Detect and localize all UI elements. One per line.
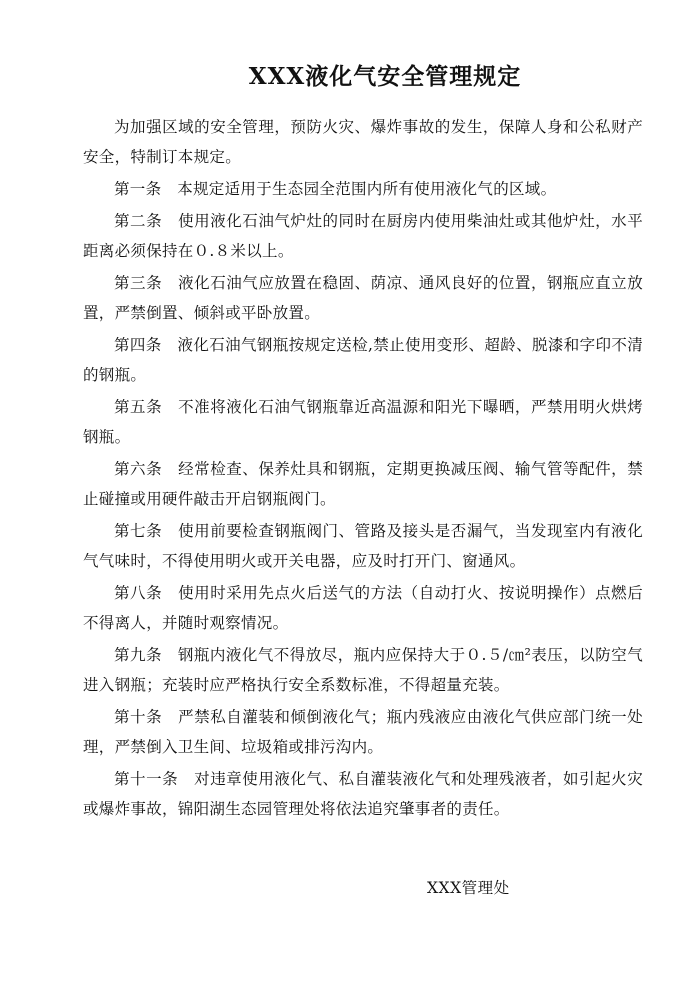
article-11-paragraph: 第十一条 对违章使用液化气、私自灌装液化气和处理残液者，如引起火灾或爆炸事故，锦阳湖生态园管理处将依法追究肇事者的责任。 [83,770,643,818]
article-5-paragraph: 第五条 不准将液化石油气钢瓶靠近高温源和阳光下曝晒，严禁用明火烘烤钢瓶。 [83,398,643,446]
document-body [83,112,643,826]
article-6-paragraph: 第六条 经常检查、保养灶具和钢瓶，定期更换减压阀、输气管等配件，禁止碰撞或用硬件敲击开启钢瓶阀门。 [83,460,643,508]
article-9-paragraph: 第九条 钢瓶内液化气不得放尽，瓶内应保持大于０.５/㎝²表压，以防空气进入钢瓶；充装时应严格执行安全系数标准，不得超量充装。 [83,646,643,694]
article-4-paragraph: 第四条 液化石油气钢瓶按规定送检,禁止使用变形、超龄、脱漆和字印不清的钢瓶。 [83,336,643,384]
article-7-paragraph: 第七条 使用前要检查钢瓶阀门、管路及接头是否漏气，当发现室内有液化气气味时，不得使用明火或开关电器，应及时打开门、窗通风。 [83,522,643,570]
intro-paragraph: 为加强区域的安全管理，预防火灾、爆炸事故的发生，保障人身和公私财产安全，特制订本规定。 [83,118,643,166]
document-title: XXX液化气安全管理规定 [248,63,522,90]
article-2-paragraph: 第二条 使用液化石油气炉灶的同时在厨房内使用柴油灶或其他炉灶，水平距离必须保持在０.８米以上。 [83,212,643,260]
article-8-paragraph: 第八条 使用时采用先点火后送气的方法（自动打火、按说明操作）点燃后不得离人，并随时观察情况。 [83,584,643,632]
signature-office: XXX管理处 [427,879,510,897]
article-3-paragraph: 第三条 液化石油气应放置在稳固、荫凉、通风良好的位置，钢瓶应直立放置，严禁倒置、倾斜或平卧放置。 [83,274,643,322]
article-10-paragraph: 第十条 严禁私自灌装和倾倒液化气；瓶内残液应由液化气供应部门统一处理，严禁倒入卫生间、垃圾箱或排污沟内。 [83,708,643,756]
article-1-paragraph: 第一条 本规定适用于生态园全范围内所有使用液化气的区域。 [114,180,557,198]
